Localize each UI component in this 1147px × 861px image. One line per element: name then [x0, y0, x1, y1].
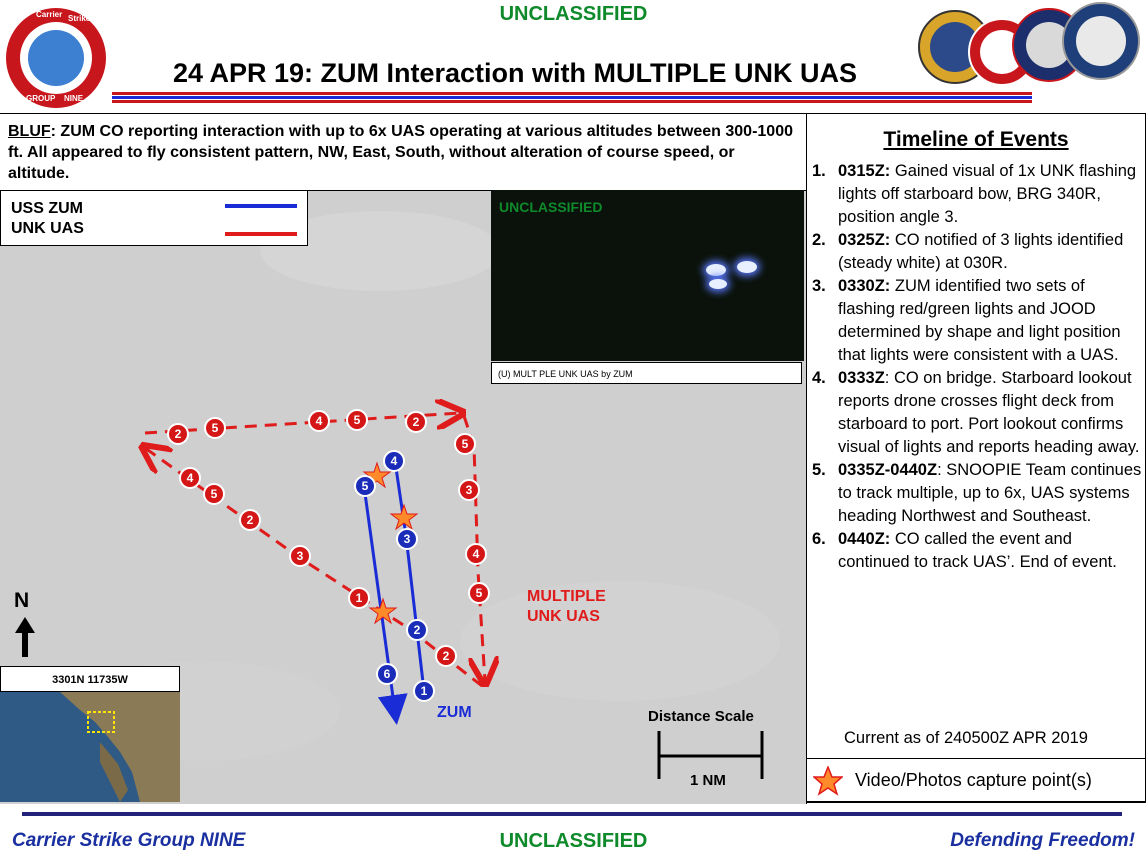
zum-marker: [384, 451, 404, 471]
zum-track-north: [395, 461, 424, 691]
seal-text-carrier: Carrier: [36, 10, 63, 19]
timeline-event: 5. 0335Z-0440Z: SNOOPIE Team continues to track multiple, up to 6x, UAS systems heading Northwest and Southeast.: [812, 461, 1142, 525]
bluf-label: BLUF: [8, 123, 51, 140]
multiple-uas-label: MULTIPLE: [527, 588, 606, 605]
zum-marker: [377, 664, 397, 684]
svg-text:6: 6: [383, 667, 391, 681]
bottom-classification: UNCLASSIFIED: [499, 830, 648, 852]
svg-text:5: 5: [211, 421, 219, 435]
track-legend: [0, 190, 308, 246]
top-classification: UNCLASSIFIED: [499, 3, 648, 25]
uas-marker: [309, 411, 329, 431]
light-1: [706, 264, 726, 276]
svg-text:2: 2: [442, 649, 450, 663]
star-icon: [813, 766, 843, 796]
uas-photo: [491, 190, 804, 361]
distance-scale-title: Distance Scale: [648, 708, 754, 725]
capture-key-label: Video/Photos capture point(s): [855, 770, 1092, 790]
legend-label-zum: USS ZUM: [11, 200, 83, 217]
location-inset-map: [0, 692, 180, 802]
uas-marker: [204, 484, 224, 504]
north-label: N: [14, 589, 30, 612]
bluf-text: [8, 121, 798, 184]
csg-nine-seal: [6, 8, 106, 108]
timeline-event: 3. 0330Z: ZUM identified two sets of flashing red/green lights and JOOD determined by shape and light position that lights were consistent with a UAS.: [812, 277, 1121, 364]
uas-marker: [466, 544, 486, 564]
svg-text:1: 1: [420, 684, 428, 698]
photo-caption: (U) MULT PLE UNK UAS by ZUM: [491, 362, 802, 384]
zumwalt-seal: [1062, 2, 1140, 80]
svg-text:2: 2: [246, 513, 254, 527]
svg-text:5: 5: [361, 479, 369, 493]
svg-text:4: 4: [390, 454, 398, 468]
light-3: [709, 279, 727, 289]
zum-marker: [397, 529, 417, 549]
zum-marker: [355, 476, 375, 496]
bluf-body: : ZUM CO reporting interaction with up to 6x UAS operating at various altitudes between 300-1000 ft. All appeared to fly consistent pattern, NW, East, South, without alteration of course speed, or altitude.: [8, 123, 793, 182]
svg-text:4: 4: [186, 471, 194, 485]
svg-text:4: 4: [315, 414, 323, 428]
svg-text:5: 5: [475, 586, 483, 600]
svg-text:2: 2: [413, 623, 421, 637]
timeline-event: 4. 0333Z: CO on bridge. Starboard lookout reports drone crosses flight deck from starboard to port. Port lookout confirms visual of lights and reports heading away.: [812, 369, 1140, 456]
svg-text:3: 3: [465, 483, 473, 497]
svg-text:5: 5: [353, 413, 361, 427]
uas-marker: [455, 434, 475, 454]
header-divider: [0, 113, 806, 114]
title-stripe-red-2: [112, 100, 1032, 103]
uas-marker: [436, 646, 456, 666]
uas-marker: [469, 583, 489, 603]
legend-label-uas: UNK UAS: [11, 220, 84, 237]
footer-left: Carrier Strike Group NINE: [12, 830, 246, 851]
uas-marker: [180, 468, 200, 488]
timeline-title: Timeline of Events: [883, 128, 1069, 151]
seal-text-nine: NINE: [64, 94, 84, 103]
uas-marker: [349, 588, 369, 608]
uas-marker: [459, 480, 479, 500]
timeline-event: 2. 0325Z: CO notified of 3 lights identified (steady white) at 030R.: [812, 231, 1124, 272]
light-2: [737, 261, 757, 273]
zum-marker: [414, 681, 434, 701]
uas-marker: [406, 412, 426, 432]
title-stripe-red: [112, 92, 1032, 95]
timeline-event: 1. 0315Z: Gained visual of 1x UNK flashing lights off starboard bow, BRG 340R, position angle 3.: [812, 162, 1137, 226]
uas-marker: [168, 424, 188, 444]
unk-uas-label: UNK UAS: [527, 608, 600, 625]
coordinate-label: 3301N 11735W: [0, 666, 180, 692]
page-title: 24 APR 19: ZUM Interaction with MULTIPLE UNK UAS: [172, 58, 858, 88]
svg-text:2: 2: [174, 427, 182, 441]
footer-divider: [22, 812, 1122, 816]
legend-line-zum: [225, 204, 297, 208]
svg-text:5: 5: [210, 487, 218, 501]
svg-text:3: 3: [296, 549, 304, 563]
seal-text-group: GROUP: [26, 94, 56, 103]
uas-marker: [205, 418, 225, 438]
footer-right: Defending Freedom!: [950, 830, 1135, 851]
photo-classification: UNCLASSIFIED: [499, 199, 603, 215]
svg-text:1: 1: [355, 591, 363, 605]
uas-marker: [347, 410, 367, 430]
current-as-of: Current as of 240500Z APR 2019: [844, 729, 1088, 747]
timeline-events: [812, 160, 1142, 574]
title-stripe-blue: [112, 96, 1032, 99]
svg-text:5: 5: [461, 437, 469, 451]
uas-marker: [290, 546, 310, 566]
north-arrow: [15, 617, 35, 657]
zum-label: ZUM: [437, 704, 472, 721]
legend-line-uas: [225, 232, 297, 236]
capture-key: [806, 758, 1146, 802]
svg-text:2: 2: [412, 415, 420, 429]
uas-marker: [240, 510, 260, 530]
distance-scale-value: 1 NM: [690, 772, 726, 789]
zum-marker: [407, 620, 427, 640]
svg-text:4: 4: [472, 547, 480, 561]
svg-text:3: 3: [403, 532, 411, 546]
seal-text-strike: Strike: [68, 14, 91, 23]
timeline-event: 6. 0440Z: CO called the event and continued to track UAS’. End of event.: [812, 530, 1117, 571]
